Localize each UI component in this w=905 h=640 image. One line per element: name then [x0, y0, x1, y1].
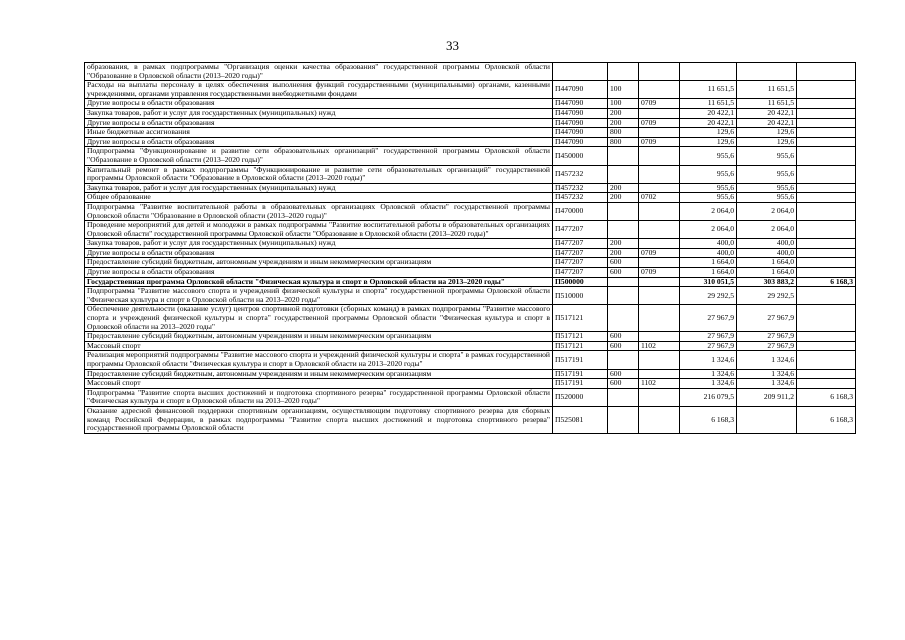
row-name: Оказание адресной финансовой поддержки спортивным организациям, осуществляющим подготовку спортивного резерва для сборных команд Российской Федерации, в рамках подпрограммы "Развитие спорта высших достижений и подготовка спортивного резерва" государственной программы Орловской области	[85, 406, 553, 433]
row-amount-regional: 129,6	[737, 137, 797, 147]
row-total: 1 664,0	[680, 258, 737, 268]
row-expense-type: 600	[608, 332, 639, 342]
table-row	[85, 137, 856, 147]
row-section	[639, 202, 680, 220]
row-total: 129,6	[680, 128, 737, 138]
table-row	[85, 379, 856, 389]
row-name: Другие вопросы в области образования	[85, 268, 553, 278]
row-section	[639, 351, 680, 369]
row-name: Общее образование	[85, 193, 553, 203]
row-total: 216 079,5	[680, 388, 737, 406]
row-amount-federal	[797, 379, 856, 389]
row-section: 0709	[639, 99, 680, 109]
row-code: П477207	[553, 248, 608, 258]
row-code: П517121	[553, 332, 608, 342]
table-row	[85, 193, 856, 203]
row-expense-type: 800	[608, 137, 639, 147]
row-total	[680, 63, 737, 81]
table-row	[85, 165, 856, 183]
row-amount-regional: 2 064,0	[737, 221, 797, 239]
row-code: П457232	[553, 183, 608, 193]
row-total: 27 967,9	[680, 341, 737, 351]
row-amount-regional	[737, 406, 797, 433]
row-amount-regional: 2 064,0	[737, 202, 797, 220]
row-total: 955,6	[680, 193, 737, 203]
row-total: 29 292,5	[680, 287, 737, 305]
table-row	[85, 332, 856, 342]
row-amount-federal	[797, 137, 856, 147]
row-section: 0709	[639, 137, 680, 147]
row-total: 11 651,5	[680, 81, 737, 99]
row-expense-type	[608, 221, 639, 239]
row-amount-federal	[797, 147, 856, 165]
row-name: Государственная программа Орловской области "Физическая культура и спорт в Орловской области на 2013–2020 годы"	[85, 277, 553, 287]
row-section: 1102	[639, 341, 680, 351]
row-amount-regional: 955,6	[737, 183, 797, 193]
row-section	[639, 277, 680, 287]
row-section	[639, 258, 680, 268]
table-row	[85, 128, 856, 138]
table-row	[85, 277, 856, 287]
row-code: П517121	[553, 341, 608, 351]
table-row	[85, 248, 856, 258]
row-expense-type: 100	[608, 81, 639, 99]
table-row	[85, 118, 856, 128]
row-amount-regional: 400,0	[737, 248, 797, 258]
row-name: образования, в рамках подпрограммы "Организация оценки качества образования" государственной программы Орловской области "Образование в Орловской области (2013–2020 годы)"	[85, 63, 553, 81]
row-name: Проведение мероприятий для детей и молодежи в рамках подпрограммы "Развитие воспитательной работы в образовательных организациях Орловской области" государственной программы Орловской области "Образование в Орловской области (2013–2020 годы)"	[85, 221, 553, 239]
row-amount-regional: 27 967,9	[737, 305, 797, 332]
row-amount-regional: 400,0	[737, 239, 797, 249]
row-amount-federal	[797, 332, 856, 342]
row-expense-type: 800	[608, 128, 639, 138]
row-code: П447090	[553, 81, 608, 99]
row-amount-federal: 6 168,3	[797, 406, 856, 433]
row-total: 129,6	[680, 137, 737, 147]
row-section	[639, 108, 680, 118]
row-amount-federal	[797, 193, 856, 203]
row-name: Капитальный ремонт в рамках подпрограммы "Функционирование и развитие сети образовательных организаций" государственной программы Орловской области "Образование в Орловской области (2013–2020 годы)"	[85, 165, 553, 183]
row-name: Подпрограмма "Функционирование и развитие сети образовательных организаций" государственной программы Орловской области "Образование в Орловской области (2013–2020 годы)"	[85, 147, 553, 165]
row-expense-type	[608, 147, 639, 165]
row-total: 400,0	[680, 239, 737, 249]
row-name: Массовый спорт	[85, 341, 553, 351]
row-expense-type	[608, 287, 639, 305]
row-code: П517191	[553, 351, 608, 369]
row-amount-federal	[797, 287, 856, 305]
row-code: П447090	[553, 108, 608, 118]
row-name: Другие вопросы в области образования	[85, 99, 553, 109]
table-row	[85, 221, 856, 239]
row-code: П457232	[553, 165, 608, 183]
row-section	[639, 239, 680, 249]
row-code: П477207	[553, 268, 608, 278]
row-name: Другие вопросы в области образования	[85, 137, 553, 147]
table-row	[85, 287, 856, 305]
row-total: 955,6	[680, 183, 737, 193]
row-amount-regional: 20 422,1	[737, 118, 797, 128]
row-total: 955,6	[680, 147, 737, 165]
row-expense-type: 100	[608, 99, 639, 109]
row-amount-regional: 1 324,6	[737, 379, 797, 389]
row-total: 1 324,6	[680, 369, 737, 379]
row-expense-type	[608, 388, 639, 406]
row-code: П517191	[553, 369, 608, 379]
row-expense-type: 200	[608, 193, 639, 203]
table-row	[85, 63, 856, 81]
row-amount-federal	[797, 118, 856, 128]
budget-table	[84, 62, 856, 434]
row-name: Подпрограмма "Развитие спорта высших достижений и подготовка спортивного резерва" государственной программы Орловской области "Физическая культура и спорт в Орловской области на 2013–2020 годы"	[85, 388, 553, 406]
row-amount-regional: 20 422,1	[737, 108, 797, 118]
budget-table-body	[85, 63, 856, 434]
row-name: Расходы на выплаты персоналу в целях обеспечения выполнения функций государственными (муниципальными) органами, казенными учреждениями, органами управления государственными внебюджетными фондами	[85, 81, 553, 99]
table-row	[85, 239, 856, 249]
row-expense-type: 200	[608, 108, 639, 118]
row-name: Предоставление субсидий бюджетным, автономным учреждениям и иным некоммерческим организациям	[85, 369, 553, 379]
row-amount-federal	[797, 183, 856, 193]
row-code: П477207	[553, 258, 608, 268]
row-amount-federal	[797, 305, 856, 332]
row-amount-regional: 1 324,6	[737, 351, 797, 369]
table-row	[85, 108, 856, 118]
row-amount-federal	[797, 99, 856, 109]
row-name: Закупка товаров, работ и услуг для государственных (муниципальных) нужд	[85, 183, 553, 193]
row-name: Предоставление субсидий бюджетным, автономным учреждениям и иным некоммерческим организациям	[85, 258, 553, 268]
row-section: 0709	[639, 118, 680, 128]
row-total: 20 422,1	[680, 118, 737, 128]
row-name: Предоставление субсидий бюджетным, автономным учреждениям и иным некоммерческим организациям	[85, 332, 553, 342]
row-expense-type	[608, 305, 639, 332]
row-section	[639, 128, 680, 138]
row-section: 1102	[639, 379, 680, 389]
row-code: П500000	[553, 277, 608, 287]
row-section	[639, 332, 680, 342]
row-expense-type	[608, 406, 639, 433]
row-amount-regional: 11 651,5	[737, 81, 797, 99]
row-amount-regional: 1 664,0	[737, 268, 797, 278]
table-row	[85, 147, 856, 165]
row-amount-federal	[797, 202, 856, 220]
row-section	[639, 81, 680, 99]
row-code: П517121	[553, 305, 608, 332]
row-amount-regional: 955,6	[737, 193, 797, 203]
row-amount-federal	[797, 165, 856, 183]
row-amount-regional: 1 664,0	[737, 258, 797, 268]
row-amount-regional: 303 883,2	[737, 277, 797, 287]
row-total: 1 324,6	[680, 379, 737, 389]
row-amount-regional: 27 967,9	[737, 332, 797, 342]
row-amount-federal	[797, 369, 856, 379]
row-section	[639, 388, 680, 406]
row-total: 955,6	[680, 165, 737, 183]
row-expense-type: 600	[608, 341, 639, 351]
row-section: 0702	[639, 193, 680, 203]
row-amount-federal	[797, 351, 856, 369]
row-code: П457232	[553, 193, 608, 203]
table-row	[85, 351, 856, 369]
row-name: Подпрограмма "Развитие воспитательной работы в образовательных организациях Орловской области" государственной программы Орловской области "Образование в Орловской области (2013–2020 годы)"	[85, 202, 553, 220]
row-expense-type: 200	[608, 118, 639, 128]
row-expense-type: 200	[608, 183, 639, 193]
row-amount-regional: 27 967,9	[737, 341, 797, 351]
row-section	[639, 221, 680, 239]
row-amount-regional: 1 324,6	[737, 369, 797, 379]
row-amount-federal	[797, 239, 856, 249]
row-code: П470000	[553, 202, 608, 220]
row-code: П447090	[553, 118, 608, 128]
row-total: 1 664,0	[680, 268, 737, 278]
row-total: 27 967,9	[680, 305, 737, 332]
row-name: Обеспечение деятельности (оказание услуг) центров спортивной подготовки (сборных команд) в рамках подпрограммы "Развитие массового спорта и учреждений физической культуры и спорта" государственной программы Орловской области "Физическая культура и спорт в Орловской области на 2013–2020 годы"	[85, 305, 553, 332]
row-total: 11 651,5	[680, 99, 737, 109]
row-expense-type	[608, 165, 639, 183]
row-amount-regional: 955,6	[737, 165, 797, 183]
row-amount-regional: 209 911,2	[737, 388, 797, 406]
row-amount-federal: 6 168,3	[797, 388, 856, 406]
row-amount-federal	[797, 128, 856, 138]
row-total: 20 422,1	[680, 108, 737, 118]
row-expense-type: 200	[608, 239, 639, 249]
row-section	[639, 406, 680, 433]
table-row	[85, 183, 856, 193]
row-expense-type: 600	[608, 268, 639, 278]
row-code: П517191	[553, 379, 608, 389]
table-row	[85, 369, 856, 379]
row-name: Закупка товаров, работ и услуг для государственных (муниципальных) нужд	[85, 239, 553, 249]
row-amount-federal	[797, 341, 856, 351]
table-row	[85, 202, 856, 220]
row-code: П520000	[553, 388, 608, 406]
row-expense-type: 200	[608, 248, 639, 258]
row-code: П447090	[553, 137, 608, 147]
row-name: Другие вопросы в области образования	[85, 248, 553, 258]
table-row	[85, 81, 856, 99]
row-amount-federal	[797, 258, 856, 268]
row-code: П447090	[553, 128, 608, 138]
row-expense-type	[608, 63, 639, 81]
row-section	[639, 183, 680, 193]
row-amount-regional: 129,6	[737, 128, 797, 138]
row-section	[639, 305, 680, 332]
table-row	[85, 99, 856, 109]
row-section	[639, 287, 680, 305]
row-code: П447090	[553, 99, 608, 109]
row-expense-type: 600	[608, 369, 639, 379]
row-total: 2 064,0	[680, 202, 737, 220]
table-row	[85, 406, 856, 433]
row-expense-type	[608, 277, 639, 287]
row-total: 1 324,6	[680, 351, 737, 369]
row-name: Иные бюджетные ассигнования	[85, 128, 553, 138]
row-total: 27 967,9	[680, 332, 737, 342]
row-section	[639, 369, 680, 379]
row-name: Закупка товаров, работ и услуг для государственных (муниципальных) нужд	[85, 108, 553, 118]
row-section	[639, 165, 680, 183]
row-amount-federal	[797, 108, 856, 118]
row-amount-federal	[797, 268, 856, 278]
row-name: Массовый спорт	[85, 379, 553, 389]
row-total: 400,0	[680, 248, 737, 258]
row-code	[553, 63, 608, 81]
row-expense-type	[608, 202, 639, 220]
row-amount-federal	[797, 248, 856, 258]
row-amount-federal	[797, 63, 856, 81]
row-name: Реализация мероприятий подпрограммы "Развитие массового спорта и учреждений физической культуры и спорта" в рамках государственной программы Орловской области "Физическая культура и спорт в Орловской области на 2013–2020 годы"	[85, 351, 553, 369]
row-amount-regional	[737, 63, 797, 81]
row-section	[639, 147, 680, 165]
row-name: Другие вопросы в области образования	[85, 118, 553, 128]
row-total: 310 051,5	[680, 277, 737, 287]
row-total: 2 064,0	[680, 221, 737, 239]
row-total: 6 168,3	[680, 406, 737, 433]
row-code: П450000	[553, 147, 608, 165]
row-amount-federal	[797, 81, 856, 99]
table-row	[85, 268, 856, 278]
table-row	[85, 388, 856, 406]
row-code: П525081	[553, 406, 608, 433]
row-amount-regional: 11 651,5	[737, 99, 797, 109]
row-section	[639, 63, 680, 81]
row-amount-regional: 29 292,5	[737, 287, 797, 305]
table-row	[85, 258, 856, 268]
row-section: 0709	[639, 248, 680, 258]
row-amount-federal: 6 168,3	[797, 277, 856, 287]
table-row	[85, 341, 856, 351]
table-row	[85, 305, 856, 332]
row-name: Подпрограмма "Развитие массового спорта и учреждений физической культуры и спорта" государственной программы Орловской области "Физическая культура и спорт в Орловской области на 2013–2020 годы"	[85, 287, 553, 305]
row-expense-type: 600	[608, 379, 639, 389]
row-expense-type	[608, 351, 639, 369]
row-expense-type: 600	[608, 258, 639, 268]
page-number: 33	[446, 38, 459, 53]
row-code: П477207	[553, 221, 608, 239]
row-code: П510000	[553, 287, 608, 305]
row-amount-regional: 955,6	[737, 147, 797, 165]
row-section: 0709	[639, 268, 680, 278]
row-code: П477207	[553, 239, 608, 249]
row-amount-federal	[797, 221, 856, 239]
